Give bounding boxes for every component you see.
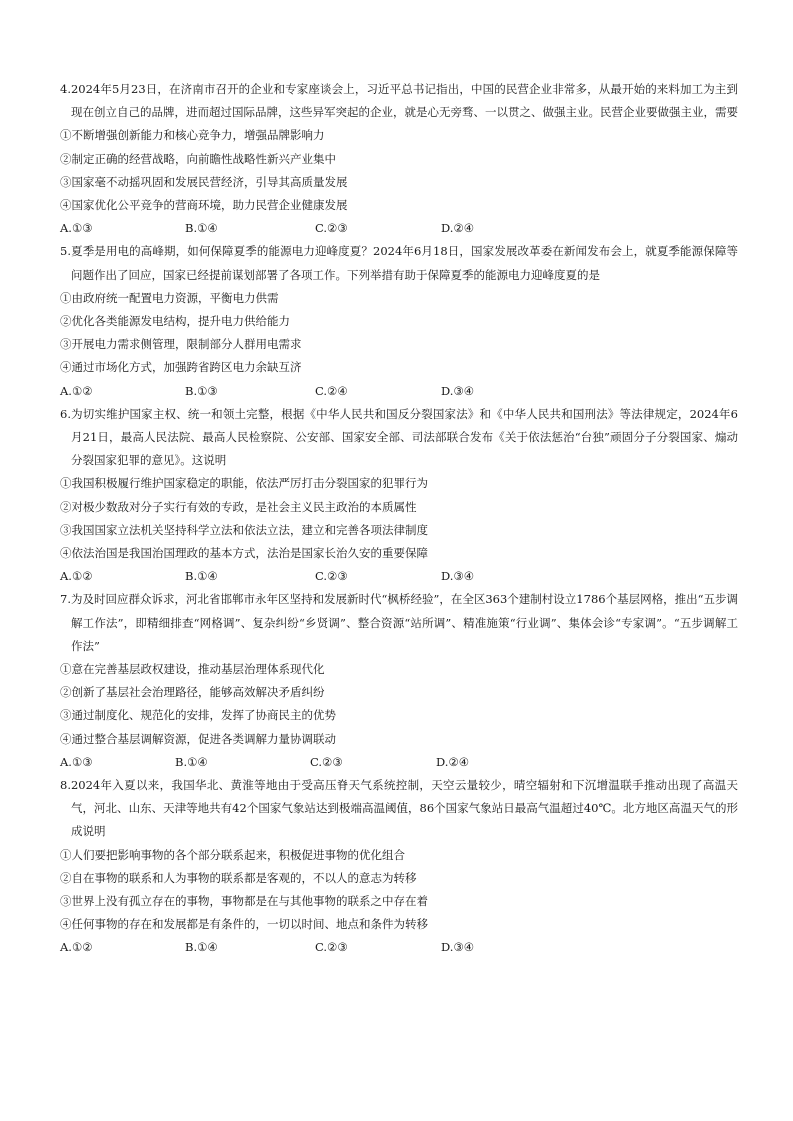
- option-3: ③我国国家立法机关坚持科学立法和依法立法，建立和完善各项法律制度: [60, 522, 428, 537]
- choice-d: D.③④: [441, 940, 475, 955]
- answer-choices: [60, 936, 738, 959]
- option-3: ③通过制度化、规范化的安排，发挥了协商民主的优势: [60, 708, 336, 723]
- option-4: ④国家优化公平竞争的营商环境，助力民营企业健康发展: [60, 198, 348, 213]
- choice-c: C.②③: [310, 754, 343, 769]
- option-2: ②创新了基层社会治理路径，能够高效解决矛盾纠纷: [60, 685, 325, 700]
- option-2: ②对极少数敌对分子实行有效的专政，是社会主义民主政治的本质属性: [60, 499, 417, 514]
- option-3: ③世界上没有孤立存在的事物，事物都是在与其他事物的联系之中存在着: [60, 894, 428, 909]
- question-6: [60, 403, 738, 589]
- option-3: ③开展电力需求侧管理，限制部分人群用电需求: [60, 337, 302, 352]
- option-1: ①我国积极履行维护国家稳定的职能，依法严厉打击分裂国家的犯罪行为: [60, 476, 428, 491]
- choice-b: B.①④: [185, 221, 218, 236]
- question-5: [60, 240, 738, 402]
- choice-a: A.①③: [60, 221, 93, 236]
- question-stem: 6.为切实维护国家主权、统一和领土完整，根据《中华人民共和国反分裂国家法》和《中华人民共和国刑法》等法律规定，2024年6月21日，最高人民法院、最高人民检察院、公安部、国家安全部、司法部联合发布《关于依法惩治“台独”顽固分子分裂国家、煽动分裂国家犯罪的意见》。这说明: [60, 406, 738, 468]
- question-stem: 7.为及时回应群众诉求，河北省邯郸市永年区坚持和发展新时代“枫桥经验”，在全区363个建制村设立1786个基层网格，推出“五步调解工作法”，即精细排查“网格调”、复杂纠纷“乡贤调”、整合资源“站所调”、精准施策“行业调”、集体会诊“专家调”。“五步调解工作法”: [60, 592, 738, 653]
- option-1: ①意在完善基层政权建设，推动基层治理体系现代化: [60, 662, 325, 677]
- option-1: ①不断增强创新能力和核心竞争力，增强品牌影响力: [60, 128, 325, 143]
- question-stem: 5.夏季是用电的高峰期，如何保障夏季的能源电力迎峰度夏？2024年6月18日，国家发展改革委在新闻发布会上，就夏季能源保障等问题作出了回应，国家已经提前谋划部署了各项工作。下列举措有助于保障夏季的能源电力迎峰度夏的是: [60, 244, 738, 282]
- question-4: [60, 78, 738, 240]
- choice-a: A.①②: [60, 383, 93, 398]
- choice-d: D.③④: [441, 383, 475, 398]
- answer-choices: [60, 751, 738, 774]
- answer-choices: [60, 565, 738, 588]
- choice-c: C.②④: [315, 383, 348, 398]
- question-stem: 8.2024年入夏以来，我国华北、黄淮等地由于受高压脊天气系统控制，天空云量较少，晴空辐射和下沉增温联手推动出现了高温天气，河北、山东、天津等地共有42个国家气象站达到极端高温阈值，86个国家气象站日最高气温超过40℃。北方地区高温天气的形成说明: [60, 778, 738, 839]
- choice-b: B.①④: [175, 754, 208, 769]
- option-4: ④依法治国是我国治国理政的基本方式，法治是国家长治久安的重要保障: [60, 546, 428, 561]
- choice-a: A.①③: [60, 754, 93, 769]
- option-2: ②制定正确的经营战略，向前瞻性战略性新兴产业集中: [60, 151, 336, 166]
- option-2: ②优化各类能源发电结构，提升电力供给能力: [60, 314, 290, 329]
- choice-d: D.②④: [441, 221, 475, 236]
- option-2: ②自在事物的联系和人为事物的联系都是客观的，不以人的意志为转移: [60, 870, 417, 885]
- option-4: ④通过整合基层调解资源，促进各类调解力量协调联动: [60, 731, 336, 746]
- choice-d: D.②④: [436, 754, 470, 769]
- choice-c: C.②③: [315, 569, 348, 584]
- option-1: ①人们要把影响事物的各个部分联系起来，积极促进事物的优化组合: [60, 847, 405, 862]
- option-4: ④通过市场化方式，加强跨省跨区电力余缺互济: [60, 360, 302, 375]
- choice-b: B.①④: [185, 569, 218, 584]
- option-1: ①由政府统一配置电力资源，平衡电力供需: [60, 290, 279, 305]
- exam-page: [60, 78, 738, 960]
- option-4: ④任何事物的存在和发展都是有条件的，一切以时间、地点和条件为转移: [60, 917, 428, 932]
- choice-d: D.③④: [441, 569, 475, 584]
- choice-a: A.①②: [60, 940, 93, 955]
- choice-b: B.①③: [185, 383, 218, 398]
- choice-b: B.①④: [185, 940, 218, 955]
- choice-a: A.①②: [60, 569, 93, 584]
- choice-c: C.②③: [315, 940, 348, 955]
- answer-choices: [60, 380, 738, 403]
- choice-c: C.②③: [315, 221, 348, 236]
- question-8: [60, 774, 738, 960]
- option-3: ③国家毫不动摇巩固和发展民营经济，引导其高质量发展: [60, 174, 348, 189]
- question-stem: 4.2024年5月23日，在济南市召开的企业和专家座谈会上，习近平总书记指出，中国的民营企业非常多，从最开始的来料加工为主到现在创立自己的品牌，进而超过国际品牌，这些异军突起的企业，就是心无旁骛、一以贯之、做强主业。民营企业要做强主业，需要: [60, 82, 738, 120]
- answer-choices: [60, 217, 738, 240]
- question-7: [60, 588, 738, 774]
